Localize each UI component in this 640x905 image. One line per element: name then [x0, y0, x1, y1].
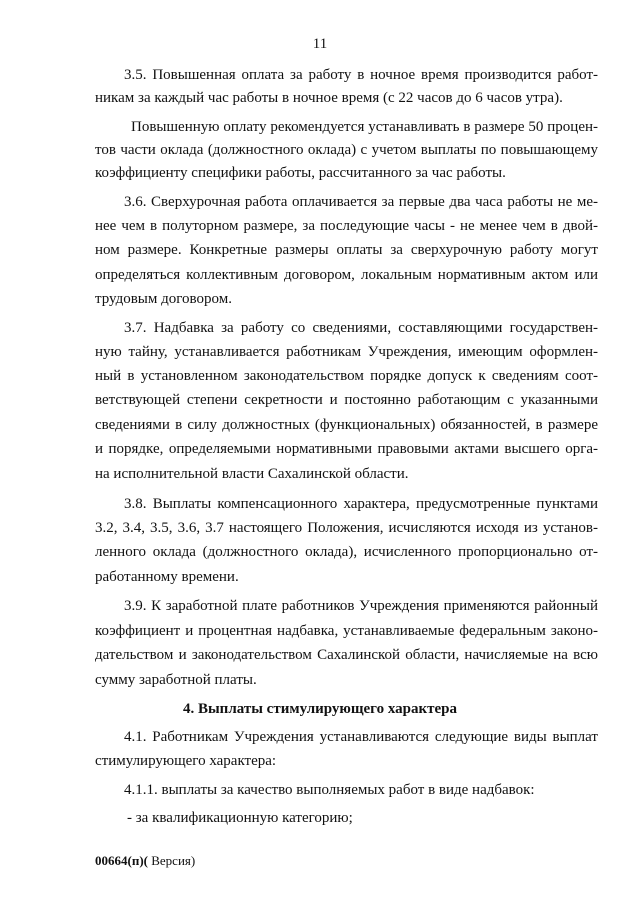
paragraph-3-7-line-7: на исполнительной власти Сахалинской области. [95, 466, 409, 482]
document-footer [95, 853, 195, 869]
paragraph-3-8-line-3: ленного оклада (должностного оклада), исчисленного пропорционально от- [95, 544, 598, 560]
paragraph-night-pay-line-1: Повышенную оплату рекомендуется устанавливать в размере 50 процен- [131, 119, 598, 135]
footer-label: Версия) [147, 853, 196, 868]
paragraph-4-1-1: 4.1.1. выплаты за качество выполняемых работ в виде надбавок: [124, 782, 535, 798]
paragraph-3-9-line-2: коэффициент и процентная надбавка, устанавливаемые федеральным законо- [95, 623, 598, 639]
paragraph-3-9-line-3: дательством и законодательством Сахалинской области, начисляемые на всю [95, 647, 598, 663]
paragraph-3-8-line-2: 3.2, 3.4, 3.5, 3.6, 3.7 настоящего Положения, исчисляются исходя из установ- [95, 520, 598, 536]
page-number: 11 [312, 36, 328, 52]
paragraph-3-7-line-3: ный в установленном законодательством порядке допуск к сведениям соот- [95, 368, 598, 384]
paragraph-3-5-line-2: никам за каждый час работы в ночное время (с 22 часов до 6 часов утра). [95, 90, 563, 106]
list-item-qualification-category: - за квалификационную категорию; [127, 810, 353, 826]
paragraph-3-7-line-1: 3.7. Надбавка за работу со сведениями, составляющими государствен- [124, 320, 598, 336]
paragraph-3-7-line-2: ную тайну, устанавливается работникам Учреждения, имеющим оформлен- [95, 344, 598, 360]
paragraph-3-7-line-6: и порядке, определяемыми нормативными правовыми актами высшего орга- [95, 441, 598, 457]
paragraph-3-6-line-4: определяться коллективным договором, локальным нормативным актом или [95, 267, 598, 283]
paragraph-3-7-line-4: ветствующей степени секретности и постоянно работающим с указанными [95, 392, 598, 408]
paragraph-3-6-line-5: трудовым договором. [95, 291, 232, 307]
paragraph-3-6-line-1: 3.6. Сверхурочная работа оплачивается за первые два часа работы не ме- [124, 194, 598, 210]
paragraph-3-9-line-1: 3.9. К заработной плате работников Учреждения применяются районный [124, 598, 598, 614]
paragraph-3-7-line-5: сведениями в силу должностных (функциональных) обязанностей, в размере [95, 417, 598, 433]
paragraph-3-9-line-4: сумму заработной платы. [95, 672, 257, 688]
paragraph-night-pay-line-3: коэффициенту специфики работы, рассчитанного за час работы. [95, 165, 506, 181]
paragraph-4-1-line-1: 4.1. Работникам Учреждения устанавливаются следующие виды выплат [124, 729, 598, 745]
paragraph-3-5-line-1: 3.5. Повышенная оплата за работу в ночное время производится работ- [124, 67, 598, 83]
paragraph-night-pay-line-2: тов части оклада (должностного оклада) с учетом выплаты по повышающему [95, 142, 598, 158]
paragraph-3-6-line-3: ном размере. Конкретные размеры оплаты за сверхурочную работу могут [95, 242, 598, 258]
paragraph-3-6-line-2: нее чем в полуторном размере, за последующие часы - не менее чем в двой- [95, 218, 598, 234]
footer-code: 00664(п)( [95, 853, 148, 868]
paragraph-4-1-line-2: стимулирующего характера: [95, 753, 277, 769]
paragraph-3-8-line-1: 3.8. Выплаты компенсационного характера, предусмотренные пунктами [124, 496, 598, 512]
section-heading: 4. Выплаты стимулирующего характера [182, 701, 458, 717]
paragraph-3-8-line-4: работанному времени. [95, 569, 239, 585]
